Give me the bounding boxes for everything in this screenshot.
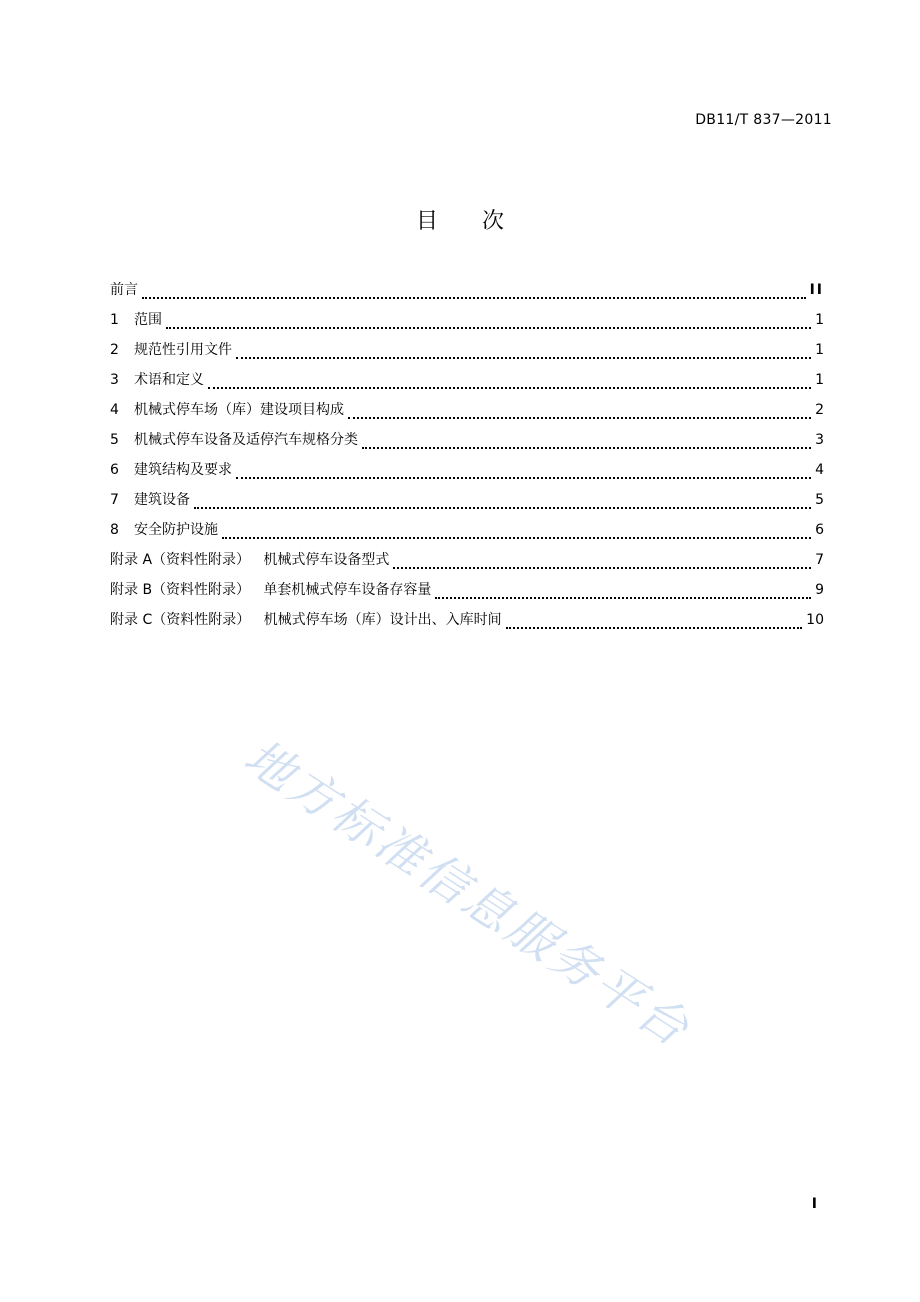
- toc-leader: [506, 627, 803, 629]
- toc-entry-4[interactable]: [110, 399, 824, 429]
- toc-entry-2[interactable]: [110, 339, 824, 369]
- toc-entry-text: 规范性引用文件: [134, 342, 232, 358]
- toc-entry-page: 5: [815, 492, 824, 508]
- toc-entry-number: 5: [110, 432, 119, 448]
- toc-entry-page: 6: [815, 522, 824, 538]
- toc-list: [110, 279, 824, 639]
- toc-entry-text: 安全防护设施: [134, 522, 218, 538]
- toc-leader: [348, 417, 811, 419]
- toc-leader: [236, 477, 811, 479]
- toc-leader: [208, 387, 811, 389]
- watermark: 地方标准信息服务平台: [234, 728, 701, 1059]
- toc-entry-foreword[interactable]: [110, 279, 824, 309]
- toc-entry-number: 6: [110, 462, 119, 478]
- toc-entry-text: 机械式停车设备及适停汽车规格分类: [134, 432, 358, 448]
- toc-entry-text: 前言: [110, 282, 138, 298]
- toc-entry-page: 3: [815, 432, 824, 448]
- toc-entry-page: 4: [815, 462, 824, 478]
- toc-entry-number: 4: [110, 402, 119, 418]
- toc-entry-8[interactable]: [110, 519, 824, 549]
- toc-entry-number: 8: [110, 522, 119, 538]
- toc-leader: [194, 507, 811, 509]
- toc-entry-prefix: 附录 A（资料性附录）: [110, 552, 264, 568]
- toc-entry-text: 机械式停车场（库）设计出、入库时间: [263, 612, 502, 628]
- toc-leader: [362, 447, 811, 449]
- toc-entry-number: 3: [110, 372, 119, 388]
- toc-title-part1: 目: [415, 209, 438, 234]
- toc-entry-3[interactable]: [110, 369, 824, 399]
- toc-leader: [166, 327, 811, 329]
- toc-entry-page: 7: [815, 552, 824, 568]
- toc-title-part2: 次: [482, 209, 505, 234]
- toc-title: [0, 204, 920, 235]
- toc-entry-page: 1: [815, 312, 824, 328]
- toc-leader: [435, 597, 811, 599]
- toc-entry-number: 1: [110, 312, 119, 328]
- toc-entry-page: 1: [815, 342, 824, 358]
- page-number: I: [811, 1196, 817, 1212]
- toc-entry-text: 建筑结构及要求: [134, 462, 232, 478]
- toc-entry-page: 10: [806, 612, 824, 628]
- toc-entry-text: 机械式停车设备型式: [263, 552, 390, 568]
- toc-entry-text: 机械式停车场（库）建设项目构成: [134, 402, 344, 418]
- toc-entry-6[interactable]: [110, 459, 824, 489]
- toc-entry-number: 2: [110, 342, 119, 358]
- document-code: DB11/T 837—2011: [695, 112, 832, 128]
- toc-leader: [222, 537, 811, 539]
- toc-leader: [142, 297, 806, 299]
- toc-entry-page: 9: [815, 582, 824, 598]
- toc-entry-page: 2: [815, 402, 824, 418]
- toc-entry-5[interactable]: [110, 429, 824, 459]
- toc-entry-number: 7: [110, 492, 119, 508]
- toc-entry-7[interactable]: [110, 489, 824, 519]
- toc-entry-prefix: 附录 C（资料性附录）: [110, 612, 264, 628]
- toc-entry-text: 范围: [134, 312, 162, 328]
- toc-entry-text: 单套机械式停车设备存容量: [263, 582, 432, 598]
- toc-entry-text: 建筑设备: [134, 492, 190, 508]
- toc-entry-page: II: [809, 282, 824, 298]
- toc-entry-appendix-c[interactable]: [110, 609, 824, 639]
- toc-entry-text: 术语和定义: [134, 372, 204, 388]
- toc-entry-1[interactable]: [110, 309, 824, 339]
- toc-leader: [236, 357, 811, 359]
- toc-entry-page: 1: [815, 372, 824, 388]
- toc-leader: [393, 567, 811, 569]
- toc-entry-appendix-a[interactable]: [110, 549, 824, 579]
- toc-entry-appendix-b[interactable]: [110, 579, 824, 609]
- toc-entry-prefix: 附录 B（资料性附录）: [110, 582, 264, 598]
